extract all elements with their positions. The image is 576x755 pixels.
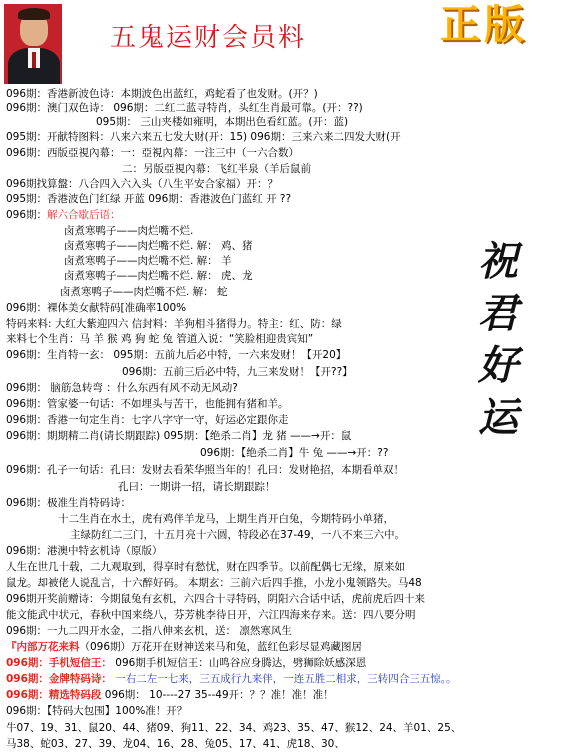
content-line xyxy=(6,318,342,331)
content-line xyxy=(64,270,253,283)
content-line xyxy=(6,625,292,638)
blue-text: 一右二左一七来，三五成行九来伴，一连五胜二相求，三转四合三五惊。。 xyxy=(111,673,457,685)
line-text: 096期： xyxy=(6,209,48,221)
line-text: 096期：澳门双色诗： 096期：二红二蓝寻特肖，头红生肖最可靠。(开：??) xyxy=(6,102,363,114)
line-text: 卤煮寒鸭子——肉烂嘴不烂. 解： 鸡、猪 xyxy=(64,240,253,252)
content-line xyxy=(6,102,363,115)
line-text: 卤煮寒鸭子——肉烂嘴不烂. 解： 羊 xyxy=(64,255,232,267)
vertical-blessing xyxy=(474,236,522,444)
line-text: 卤煮寒鸭子——肉烂嘴不烂. 解： 蛇 xyxy=(60,286,228,298)
line-text: 096期：【绝杀二肖】牛 兔 ——→开：?? xyxy=(200,447,389,459)
content-line xyxy=(6,545,163,558)
line-text: 096期：期期精二肖(请长期跟踪) 095期：【绝杀二肖】龙 猪 ——→开：鼠 xyxy=(6,430,352,442)
line-text: 096期开奖前赠诗：今期鼠兔有玄机，六四合十寻特码，阴阳六合话中话，虎前虎后四十来 xyxy=(6,593,426,605)
page-title: 五鬼运财会员料 xyxy=(110,23,307,53)
content-line xyxy=(118,481,276,494)
line-text: 096期：香港新波色诗：本期波色出蓝红，鸡蛇看了也发财。(开？) xyxy=(6,88,318,100)
line-text: 096期：港澳中特玄机诗（原版） xyxy=(6,545,163,557)
line-text: 来料七个生肖：马 羊 猴 鸡 狗 蛇 兔 管道入说：“笑脸相迎贵宾知” xyxy=(6,333,314,345)
content-line xyxy=(6,464,404,477)
line-text: 马38、蛇03、27、39、龙04、16、28、兔05、17、41、虎18、30、 xyxy=(6,738,345,750)
content-line xyxy=(6,178,278,191)
line-text: 096期： 10----27 35--49开：？？准！准！准！ xyxy=(101,689,334,701)
highlight-label: 解六合歇后语： xyxy=(47,209,121,221)
content-line xyxy=(6,333,313,346)
line-text: 096期：孔子一句话：孔曰：发财去看茱华照当年的！孔曰：发财艳招，本期看单双！ xyxy=(6,464,405,476)
line-text: 能文能武中状元，春秋中国来绕八，芬芳桃李待日开，六江四海来存来。送：四八要分明 xyxy=(6,609,416,621)
line-text: 095期：开献特图料：八来六来五七发大财(开：15) 096期：三来六来二四发大财(开 xyxy=(6,131,401,143)
content-line xyxy=(6,738,345,751)
vertical-glyph: 祝 xyxy=(478,238,518,285)
content-line xyxy=(6,349,346,362)
highlight-label: 096期：精选特码段 xyxy=(6,689,102,701)
line-text: 096期：西版亞視內幕：一：亞視內幕：一注三中（一六合数） xyxy=(6,147,300,159)
content-line xyxy=(200,447,388,460)
highlight-label: 096期：金牌特码诗： xyxy=(6,673,112,685)
vertical-glyph: 运 xyxy=(478,394,518,441)
content-line xyxy=(6,131,401,144)
portrait-hair xyxy=(18,8,50,20)
line-text: 096期：一九二四开水金，二指八伸来玄机，送： 凛然寒风生 xyxy=(6,625,292,637)
line-text: 主绿防红二三门，十五月亮十六圆，特段必在37-49，一八不来三六中。 xyxy=(70,529,406,541)
line-text: 096期：极准生肖特码诗： xyxy=(6,497,132,509)
line-text: 095期： 三山夹楼如雍明，本期出色看红蓝。(开：蓝) xyxy=(96,116,349,128)
content-line xyxy=(60,286,228,299)
content-line xyxy=(6,209,121,222)
line-text: 二：另版亞視內幕：飞红半泉（羊后鼠前 xyxy=(122,163,311,175)
vertical-glyph: 好 xyxy=(478,342,518,389)
content-line xyxy=(64,240,253,253)
content-line xyxy=(6,657,366,670)
content-line xyxy=(6,561,405,574)
line-text: 096期：【特码大包围】100%准！开？ xyxy=(6,705,188,717)
line-text: 096期：裸体美女献特码[准确率100% xyxy=(6,302,187,314)
content-line xyxy=(6,398,289,411)
line-text: 牛07、19、31、鼠20、44、猪09、狗11、22、34、鸡23、35、47、猴12、24、羊01、25、 xyxy=(6,722,462,734)
line-text: 096期找算盤：八合四入六入头（八生平安合家福）开：？ xyxy=(6,178,279,190)
content-line xyxy=(96,116,348,129)
content-line xyxy=(6,147,299,160)
content-line xyxy=(6,641,362,654)
line-text: 096期：管家婆一句话：不如埋头与苦干，也能拥有猪和羊。 xyxy=(6,398,289,410)
content-line xyxy=(58,513,394,526)
line-text: 人生在世几十载，二九观取到，得享时有愁忧，财在四季节。以前配偶七无缘，原来如 xyxy=(6,561,405,573)
content-line xyxy=(6,593,425,606)
content-line xyxy=(6,302,186,315)
content-line xyxy=(6,577,422,590)
content-line xyxy=(122,163,311,176)
line-text: 096期：生肖特一玄： 095期：五前九后必中特，一六来发财！【开20】 xyxy=(6,349,347,361)
brand-logo: 正版 xyxy=(440,2,528,48)
line-text: 095期：香港波色门红绿 开蓝 096期：香港波色门蓝红 开 ?? xyxy=(6,193,292,205)
line-text: 孔曰：一期讲一招，请长期跟踪！ xyxy=(118,481,276,493)
line-text: 鼠龙。却被佬人说乱言，十六醉好码。 本期玄：三前六后四手推，小龙小鬼领路失。马48 xyxy=(6,577,422,589)
content-line xyxy=(6,673,457,686)
content-line xyxy=(6,88,318,101)
line-text: 096期手机短信王：山鸣谷应身腾达，劈狮除妖感深恩 xyxy=(111,657,367,669)
portrait-tie xyxy=(32,52,36,68)
vertical-glyph: 君 xyxy=(478,290,518,337)
line-text: 十二生肖在水土，虎有鸡伴羊龙马，上期生肖开白兔，今期特码小单猪， xyxy=(58,513,394,525)
content-line xyxy=(122,366,353,379)
line-text: 096期：五前三后必中特，九三来发财！【开??】 xyxy=(122,366,353,378)
line-text: 卤煮寒鸭子——肉烂嘴不烂. xyxy=(64,225,194,237)
line-text: 特码来料: 大红大紫迎四六 信封料：羊狗相斗猪得力。特主：红、防：绿 xyxy=(6,318,342,330)
host-portrait xyxy=(4,4,62,84)
content-line xyxy=(70,529,405,542)
line-text: 096期：香港一句定生肖：七字八字守一守，好运必定跟你走 xyxy=(6,414,289,426)
content-line xyxy=(6,705,187,718)
highlight-label: 『内部万花来料 xyxy=(6,641,80,653)
content-line xyxy=(6,414,289,427)
line-text: 096期： 脑筋急转弯 ：什么东西有风不动无风动? xyxy=(6,382,238,394)
content-line xyxy=(6,430,351,443)
content-line xyxy=(6,497,131,510)
content-line xyxy=(6,193,291,206)
line-text: （096期）万花开在财神送来马和兔，蓝红色彩尽显鸡藏图居 xyxy=(79,641,363,653)
content-line xyxy=(6,722,461,735)
content-line xyxy=(64,255,232,268)
content-line xyxy=(6,689,334,702)
content-line xyxy=(64,225,193,238)
line-text: 卤煮寒鸭子——肉烂嘴不烂. 解： 虎、龙 xyxy=(64,270,253,282)
content-line xyxy=(6,609,416,622)
content-line xyxy=(6,382,238,395)
highlight-label: 096期：手机短信王： xyxy=(6,657,112,669)
